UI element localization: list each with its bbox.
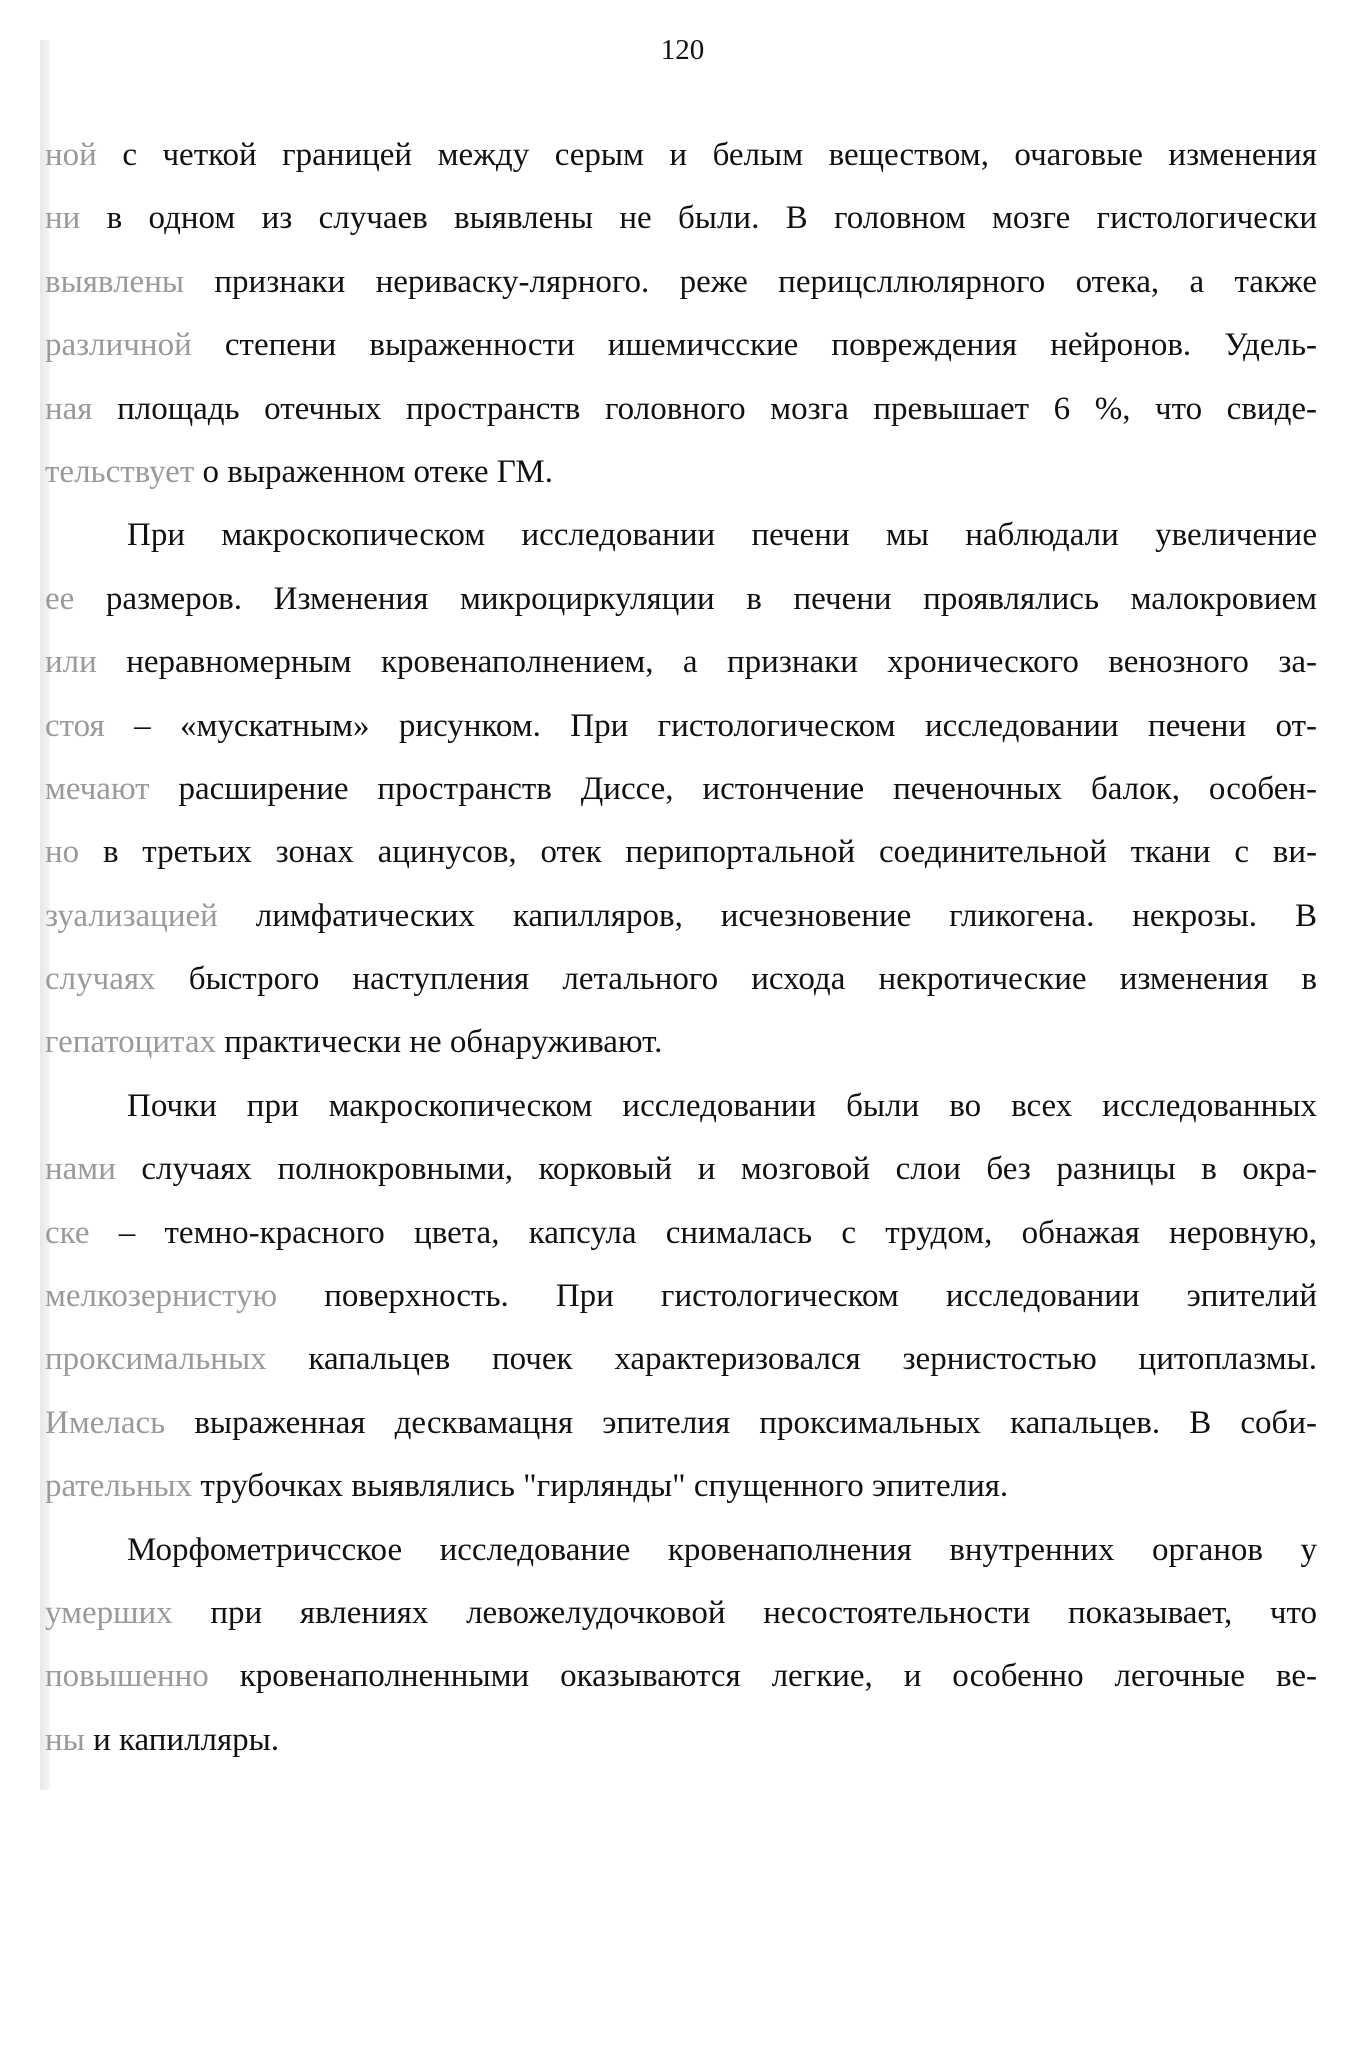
text-line: ная площадь отечных пространств головного мозга превышает 6 %, что свиде- [45, 390, 1317, 427]
text-line: различной степени выраженности ишемичсские повреждения нейронов. Удель- [45, 327, 1317, 364]
text-line: умерших при явлениях левожелудочковой несостоятельности показывает, что [45, 1594, 1317, 1631]
text-line: стоя – «мускатным» рисунком. При гистологическом исследовании печени от- [45, 707, 1317, 744]
text-line: или неравномерным кровенаполнением, а признаки хронического венозного за- [45, 644, 1317, 681]
paragraph-first-line: Морфометричсское исследование кровенаполнения внутренних органов у [127, 1531, 1317, 1568]
text-line: рательных трубочках выявлялись "гирлянды" спущенного эпителия. [45, 1468, 1009, 1505]
text-line: нами случаях полнокровными, корковый и мозговой слои без разницы в окра- [45, 1151, 1317, 1188]
text-line: выявлены признаки нериваску-лярного. реже перицсллюлярного отека, а также [45, 263, 1317, 300]
text-line: ее размеров. Изменения микроциркуляции в печени проявлялись малокровием [45, 580, 1317, 617]
text-line: ни в одном из случаев выявлены не были. В головном мозге гистологически [45, 200, 1317, 237]
paragraph-first-line: При макроскопическом исследовании печени мы наблюдали увеличение [127, 517, 1317, 554]
text-line: мечают расширение пространств Диссе, истончение печеночных балок, особен- [45, 770, 1317, 807]
text-line: случаях быстрого наступления летального исхода некротические изменения в [45, 961, 1317, 998]
text-line: ной с четкой границей между серым и белым веществом, очаговые изменения [45, 137, 1317, 173]
text-line: ске – темно-красного цвета, капсула снималась с трудом, обнажая неровную, [45, 1214, 1317, 1251]
text-line: гепатоцитах практически не обнаруживают. [45, 1024, 663, 1061]
text-line: проксимальных капальцев почек характеризовался зернистостью цитоплазмы. [45, 1341, 1317, 1378]
paragraph-first-line: Почки при макроскопическом исследовании были во всех исследованных [127, 1087, 1317, 1124]
text-line: Имелась выраженная десквамацня эпителия проксимальных капальцев. В соби- [45, 1404, 1317, 1441]
page-number: 120 [660, 34, 705, 66]
text-line: тельствует о выраженном отеке ГМ. [45, 453, 553, 490]
text-line: мелкозернистую поверхность. При гистологическом исследовании эпителий [45, 1278, 1317, 1315]
text-line: повышенно кровенаполненными оказываются легкие, и особенно легочные ве- [45, 1658, 1317, 1695]
text-line: ны и капилляры. [45, 1721, 280, 1758]
text-line: но в третьих зонах ацинусов, отек перипортальной соединительной ткани с ви- [45, 834, 1317, 871]
document-body [45, 124, 1317, 1772]
text-line: зуализацией лимфатических капилляров, исчезновение гликогена. некрозы. В [45, 897, 1317, 934]
